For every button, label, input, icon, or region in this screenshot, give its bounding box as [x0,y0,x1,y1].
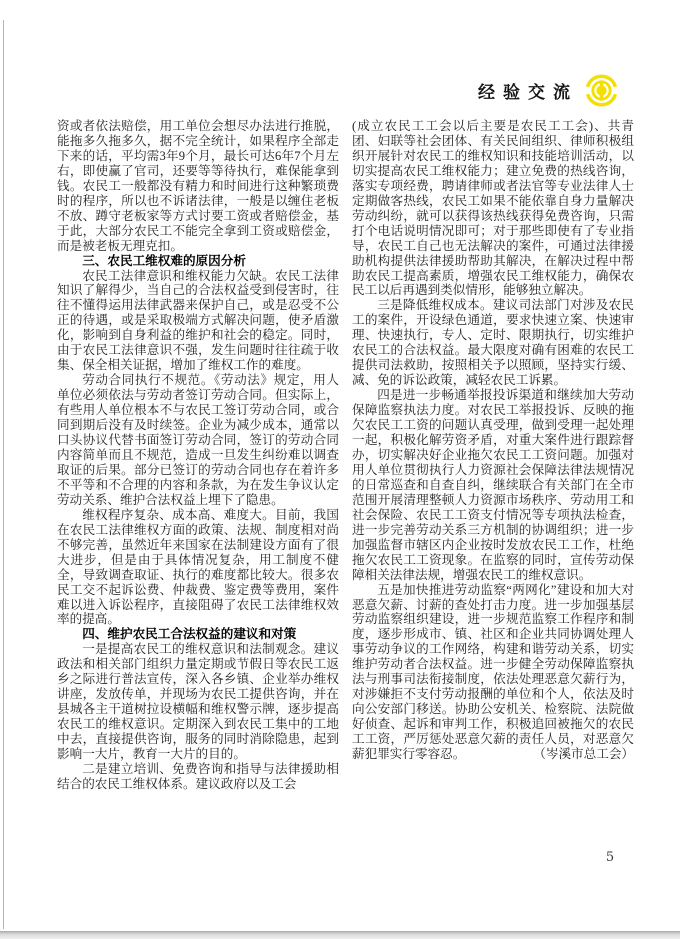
page-header [0,70,620,110]
scan-left-edge [3,20,4,929]
scan-bottom-edge [0,931,680,939]
section-title: 经验交流 [478,82,578,102]
paragraph: 五是加快推进劳动监察“两网化”建设和加大对恶意欠薪、讨薪的查处打击力度。进一步加强基层劳动监察组织建设，进一步规范监察工作程序和制度，逐步形成市、镇、社区和企业共同协调处理人事劳动争议的工作网络，构建和谐劳动关系，切实维护劳动者合法权益。进一步健全劳动保障监察执法与刑事司法衔接制度，依法处理恶意欠薪行为，对涉嫌拒不支付劳动报酬的单位和个人，依法及时向公安部门移送。协助公安机关、检察院、法院做好侦查、起诉和审判工作，积极追回被拖欠的农民工工资，严厉惩处恶意欠薪的责任人员，对恶意欠薪犯罪实行零容忍。 （岑溪市总工会） [352,582,634,762]
paragraph: 农民工法律意识和维权能力欠缺。农民工法律知识了解得少，当自己的合法权益受到侵害时，往往不懂得运用法律武器来保护自己，或是忍受不公正的待遇，或是采取极端方式解决问题，使矛盾激化，影响到自身利益的维护和社会的稳定。同时，由于农民工法律意识不强，发生问题时往往疏于收集、保全相关证据，增加了维权工作的难度。 [57,268,339,373]
section-heading: 四、维护农民工合法权益的建议和对策 [82,627,297,642]
trade-union-emblem-icon [583,72,620,109]
author-attribution: （岑溪市总工会） [533,747,634,762]
paragraph: 二是建立培训、免费咨询和指导与法律援助相结合的农民工维权体系。建议政府以及工会 [57,761,339,791]
paragraph: 三是降低维权成本。建议司法部门对涉及农民工的案件，开设绿色通道，要求快速立案、快速审理、快速执行，专人、定时、限期执行，切实维护农民工的合法权益。最大限度对确有困难的农民工提供司法救助，按照相关予以照顾，坚持实行缓、减、免的诉讼政策，减轻农民工诉累。 [352,298,634,388]
section-heading: 三、农民工维权难的原因分析 [82,253,246,268]
left-column [57,119,339,792]
paragraph: 资或者依法赔偿，用工单位会想尽办法进行推脱，能拖多久拖多久，据不完全统计，如果程序全部走下来的话，平均需3年9个月，最长可达6年7个月左右，即使赢了官司，还要等等待执行，难保能拿到钱。农民工一般都没有精力和时间进行这种繁琐费时的程序，所以也不诉诸法律，一般是以缠住老板不放、蹲守老板家等方式讨要工资或者赔偿金，基于此，大部分农民工不能完全拿到工资或赔偿金，而是被老板无理克扣。 [57,119,339,253]
page-number: 5 [605,850,615,865]
article-body [57,119,635,792]
paragraph: 维权程序复杂、成本高、难度大。目前，我国在农民工法律维权方面的政策、法规、制度相对尚不够完善，虽然近年来国家在法制建设方面有了很大进步，但是由于具体情况复杂，用工制度不健全，导致调查取证、执行的难度都比较大。很多农民工交不起诉讼费、仲裁费、鉴定费等费用，案件难以进入诉讼程序，直接阻碍了农民工法律维权效率的提高。 [57,507,339,627]
paragraph: 劳动合同执行不规范。《劳动法》规定，用人单位必须依法与劳动者签订劳动合同。但实际上，有些用人单位根本不与农民工签订劳动合同，或合同到期后没有及时续签。企业为减少成本，通常以口头协议代替书面签订劳动合同，签订的劳动合同内容简单而且不规范，造成一旦发生纠纷难以调查取证的后果。部分已签订的劳动合同也存在着许多不平等和不合理的内容和条款，为在发生争议认定劳动关系、维护合法权益上埋下了隐患。 [57,373,339,507]
right-column [352,119,634,792]
paragraph: (成立农民工工会以后主要是农民工工会)、共青团、妇联等社会团体、有关民间组织、律师积极组织开展针对农民工的维权知识和技能培训活动，以切实提高农民工维权能力；建立免费的热线咨询，落实专项经费，聘请律师或者法官等专业法律人士定期做客热线，农民工如果不能依靠自身力量解决劳动纠纷，就可以获得该热线获得免费咨询，只需打个电话说明情况即可；对于那些即使有了专业指导，农民工自己也无法解决的案件，可通过法律援助机构提供法律援助帮助其解决，在解决过程中帮助农民工提高素质，增强农民工维权能力，确保农民工以后再遇到类似情形，能够独立解决。 [352,119,634,298]
paragraph: 一是提高农民工的维权意识和法制观念。建议政法和相关部门组织力量定期或节假日等农民工返乡之际进行普法宣传，深入各乡镇、企业举办维权讲座，发放传单，并现场为农民工提供咨询，并在县城各主干道树拉设横幅和维权警示牌，逐步提高农民工的维权意识。定期深入到农民工集中的工地中去，直接提供咨询，服务的同时消除隐患，起到影响一大片，教育一大片的目的。 [57,642,339,762]
paragraph: 四是进一步畅通举报投诉渠道和继续加大劳动保障监察执法力度。对农民工举报投诉、反映的拖欠农民工工资的问题认真受理，做到受理一起处理一起，积极化解劳资矛盾，对重大案件进行跟踪督办，切实解决好企业拖欠农民工工资问题。加强对用人单位贯彻执行人力资源社会保障法律法规情况的日常巡查和自查自纠，继续联合有关部门在全市范围开展清理整顿人力资源市场秩序、劳动用工和社会保险、农民工工资支付情况等专项执法检查，进一步完善劳动关系三方机制的协调组织；进一步加强监督市辖区内企业按时发放农民工工作，杜绝拖欠农民工工资现象。在监察的同时，宣传劳动保障相关法律法规，增强农民工的维权意识。 [352,388,634,582]
